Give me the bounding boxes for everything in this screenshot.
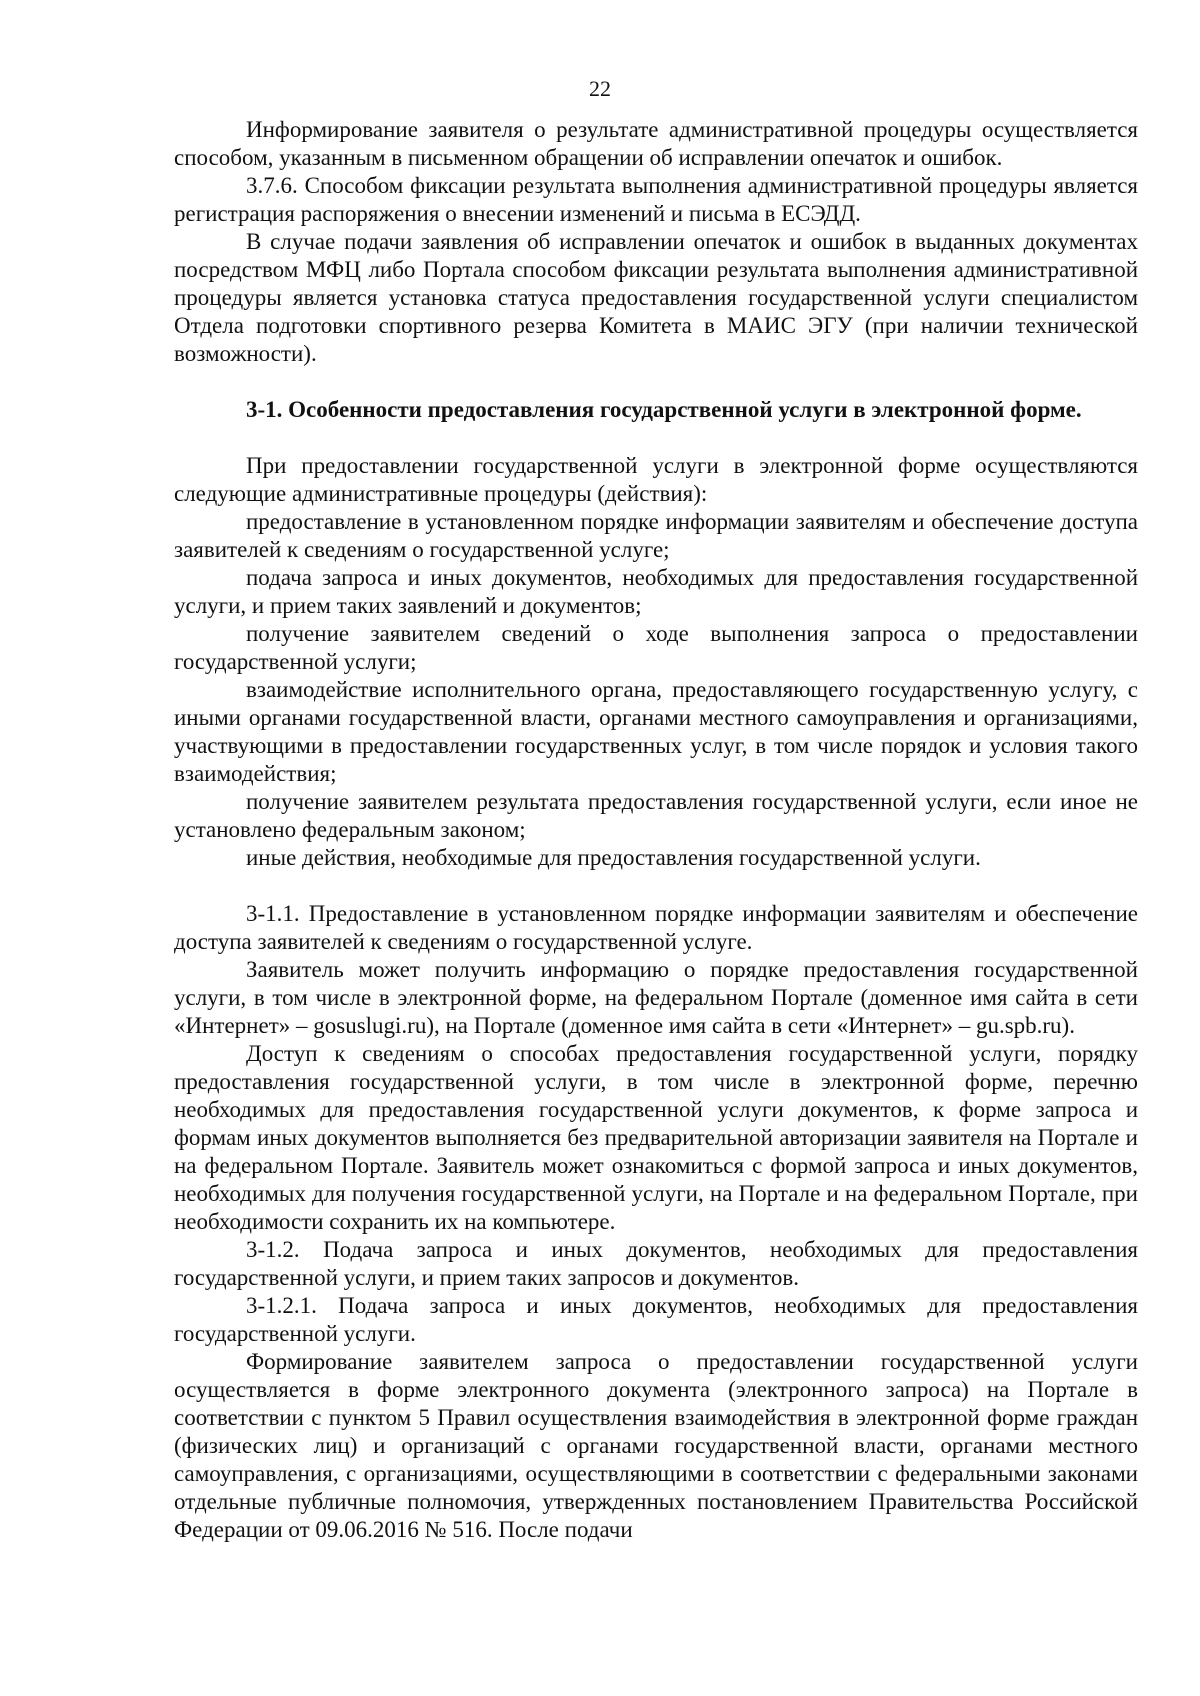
- paragraph: В случае подачи заявления об исправлении опечаток и ошибок в выданных документах посредством МФЦ либо Портала способом фиксации результата выполнения административной процедуры является установка статуса предоставления государственной услуги специалистом Отдела подготовки спортивного резерва Комитета в МАИС ЭГУ (при наличии технической возможности).: [174, 229, 1138, 366]
- page-number: 22: [589, 76, 611, 101]
- paragraph: Формирование заявителем запроса о предоставлении государственной услуги осуществляется в форме электронного документа (электронного запроса) на Портале в соответствии с пунктом 5 Правил осуществления взаимодействия в электронной форме граждан (физических лиц) и организаций с органами государственной власти, органами местного самоуправления, с организациями, осуществляющими в соответствии с федеральными законами отдельные публичные полномочия, утвержденных постановлением Правительства Российской Федерации от 09.06.2016 № 516. После подачи: [174, 1349, 1138, 1542]
- list-item: предоставление в установленном порядке информации заявителям и обеспечение доступа заявителей к сведениям о государственной услуге;: [174, 509, 1138, 562]
- paragraph: При предоставлении государственной услуги в электронной форме осуществляются следующие административные процедуры (действия):: [174, 453, 1138, 506]
- subsection-title: 3-1.1. Предоставление в установленном порядке информации заявителям и обеспечение доступа заявителей к сведениям о государственной услуге.: [174, 901, 1138, 954]
- list-item: иные действия, необходимые для предоставления государственной услуги.: [246, 845, 981, 870]
- paragraph: 3.7.6. Способом фиксации результата выполнения административной процедуры является регистрация распоряжения о внесении изменений и письма в ЕСЭДД.: [174, 173, 1138, 226]
- section-heading: 3-1. Особенности предоставления государственной услуги в электронной форме.: [246, 397, 1082, 422]
- list-item: получение заявителем результата предоставления государственной услуги, если иное не установлено федеральным законом;: [174, 789, 1138, 842]
- paragraph: Доступ к сведениям о способах предоставления государственной услуги, порядку предоставления государственной услуги, в том числе в электронной форме, перечню необходимых для предоставления государственной услуги документов, к форме запроса и формам иных документов выполняется без предварительной авторизации заявителя на Портале и на федеральном Портале. Заявитель может ознакомиться с формой запроса и иных документов, необходимых для получения государственной услуги, на Портале и на федеральном Портале, при необходимости сохранить их на компьютере.: [174, 1041, 1138, 1234]
- list-item: подача запроса и иных документов, необходимых для предоставления государственной услуги, и прием таких заявлений и документов;: [174, 565, 1138, 618]
- list-item: взаимодействие исполнительного органа, предоставляющего государственную услугу, с иными органами государственной власти, органами местного самоуправления и организациями, участвующими в предоставлении государственных услуг, в том числе порядок и условия такого взаимодействия;: [174, 677, 1138, 786]
- list-item: получение заявителем сведений о ходе выполнения запроса о предоставлении государственной услуги;: [174, 621, 1138, 674]
- paragraph: Заявитель может получить информацию о порядке предоставления государственной услуги, в том числе в электронной форме, на федеральном Портале (доменное имя сайта в сети «Интернет» – gosuslugi.ru), на Портале (доменное имя сайта в сети «Интернет» – gu.spb.ru).: [174, 957, 1138, 1038]
- paragraph: Информирование заявителя о результате административной процедуры осуществляется способом, указанным в письменном обращении об исправлении опечаток и ошибок.: [174, 117, 1138, 170]
- document-body: [174, 116, 1138, 1544]
- subsection-title: 3-1.2. Подача запроса и иных документов, необходимых для предоставления государственной услуги, и прием таких запросов и документов.: [174, 1237, 1138, 1290]
- subsection-title: 3-1.2.1. Подача запроса и иных документов, необходимых для предоставления государственной услуги.: [174, 1293, 1138, 1346]
